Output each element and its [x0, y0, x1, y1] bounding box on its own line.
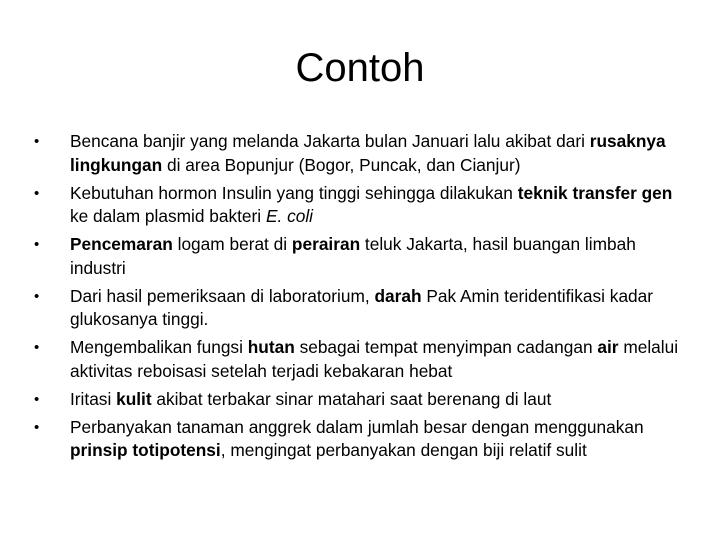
italic-run: E. coli [265, 206, 314, 226]
text-run: ke dalam plasmid bakteri [70, 206, 266, 226]
text-run: , mengingat perbanyakan dengan biji relatif sulit [220, 440, 587, 460]
text-run: Iritasi [70, 388, 117, 409]
bullet-item [34, 233, 684, 280]
text-run: di area Bopunjur (Bogor, Puncak, dan Cianjur) [162, 154, 521, 175]
text-run: Bencana banjir yang melanda Jakarta bulan Januari lalu akibat dari [70, 131, 590, 151]
bullet-dot: • [34, 287, 40, 305]
bullet-text [70, 183, 672, 227]
bullet-dot: • [34, 133, 40, 150]
bullet-text [70, 234, 636, 278]
bullet-text [70, 131, 666, 175]
bullet-dot: • [34, 184, 40, 202]
bullet-text [70, 417, 644, 461]
bullet-dot: • [34, 339, 40, 356]
text-run: sebagai tempat menyimpan cadangan [294, 337, 598, 357]
text-run: logam berat di [172, 234, 292, 254]
text-run: Pak Amin teridentifikasi kadar glukosanya tinggi. [70, 285, 654, 329]
bold-run: prinsip totipotensi [70, 440, 221, 460]
bullet-item [34, 416, 684, 463]
bullet-item [34, 285, 684, 332]
bullet-item [34, 388, 684, 412]
bold-run: kulit [116, 388, 152, 409]
text-run: Dari hasil pemeriksaan di laboratorium, [70, 285, 375, 306]
text-run: akibat terbakar sinar matahari saat berenang di laut [151, 388, 552, 409]
bold-run: darah [374, 285, 422, 306]
bold-run: air [597, 337, 619, 357]
bullet-text [70, 389, 551, 409]
bullet-text [70, 286, 653, 330]
text-run: melalui aktivitas reboisasi setelah terjadi kebakaran hebat [70, 337, 679, 381]
slide-title: Contoh [295, 46, 425, 90]
bullet-item [34, 130, 684, 177]
bullet-dot: • [34, 418, 40, 436]
text-run: Perbanyakan tanaman anggrek dalam jumlah besar dengan menggunakan [70, 416, 644, 437]
bullet-text [70, 337, 678, 381]
text-run: Kebutuhan hormon Insulin yang tinggi sehingga dilakukan [70, 182, 518, 203]
bold-run: Pencemaran [70, 234, 173, 254]
bullet-dot: • [34, 236, 40, 253]
bullet-item [34, 336, 684, 383]
bold-run: rusaknya lingkungan [70, 131, 666, 175]
text-run: Mengembalikan fungsi [70, 337, 248, 357]
bold-run: perairan [291, 234, 361, 254]
bullet-list [34, 130, 684, 467]
bullet-item [34, 182, 684, 229]
bold-run: teknik transfer gen [517, 182, 673, 203]
bold-run: hutan [247, 337, 295, 357]
text-run: teluk Jakarta, hasil buangan limbah industri [70, 234, 636, 278]
bullet-dot: • [34, 390, 40, 408]
